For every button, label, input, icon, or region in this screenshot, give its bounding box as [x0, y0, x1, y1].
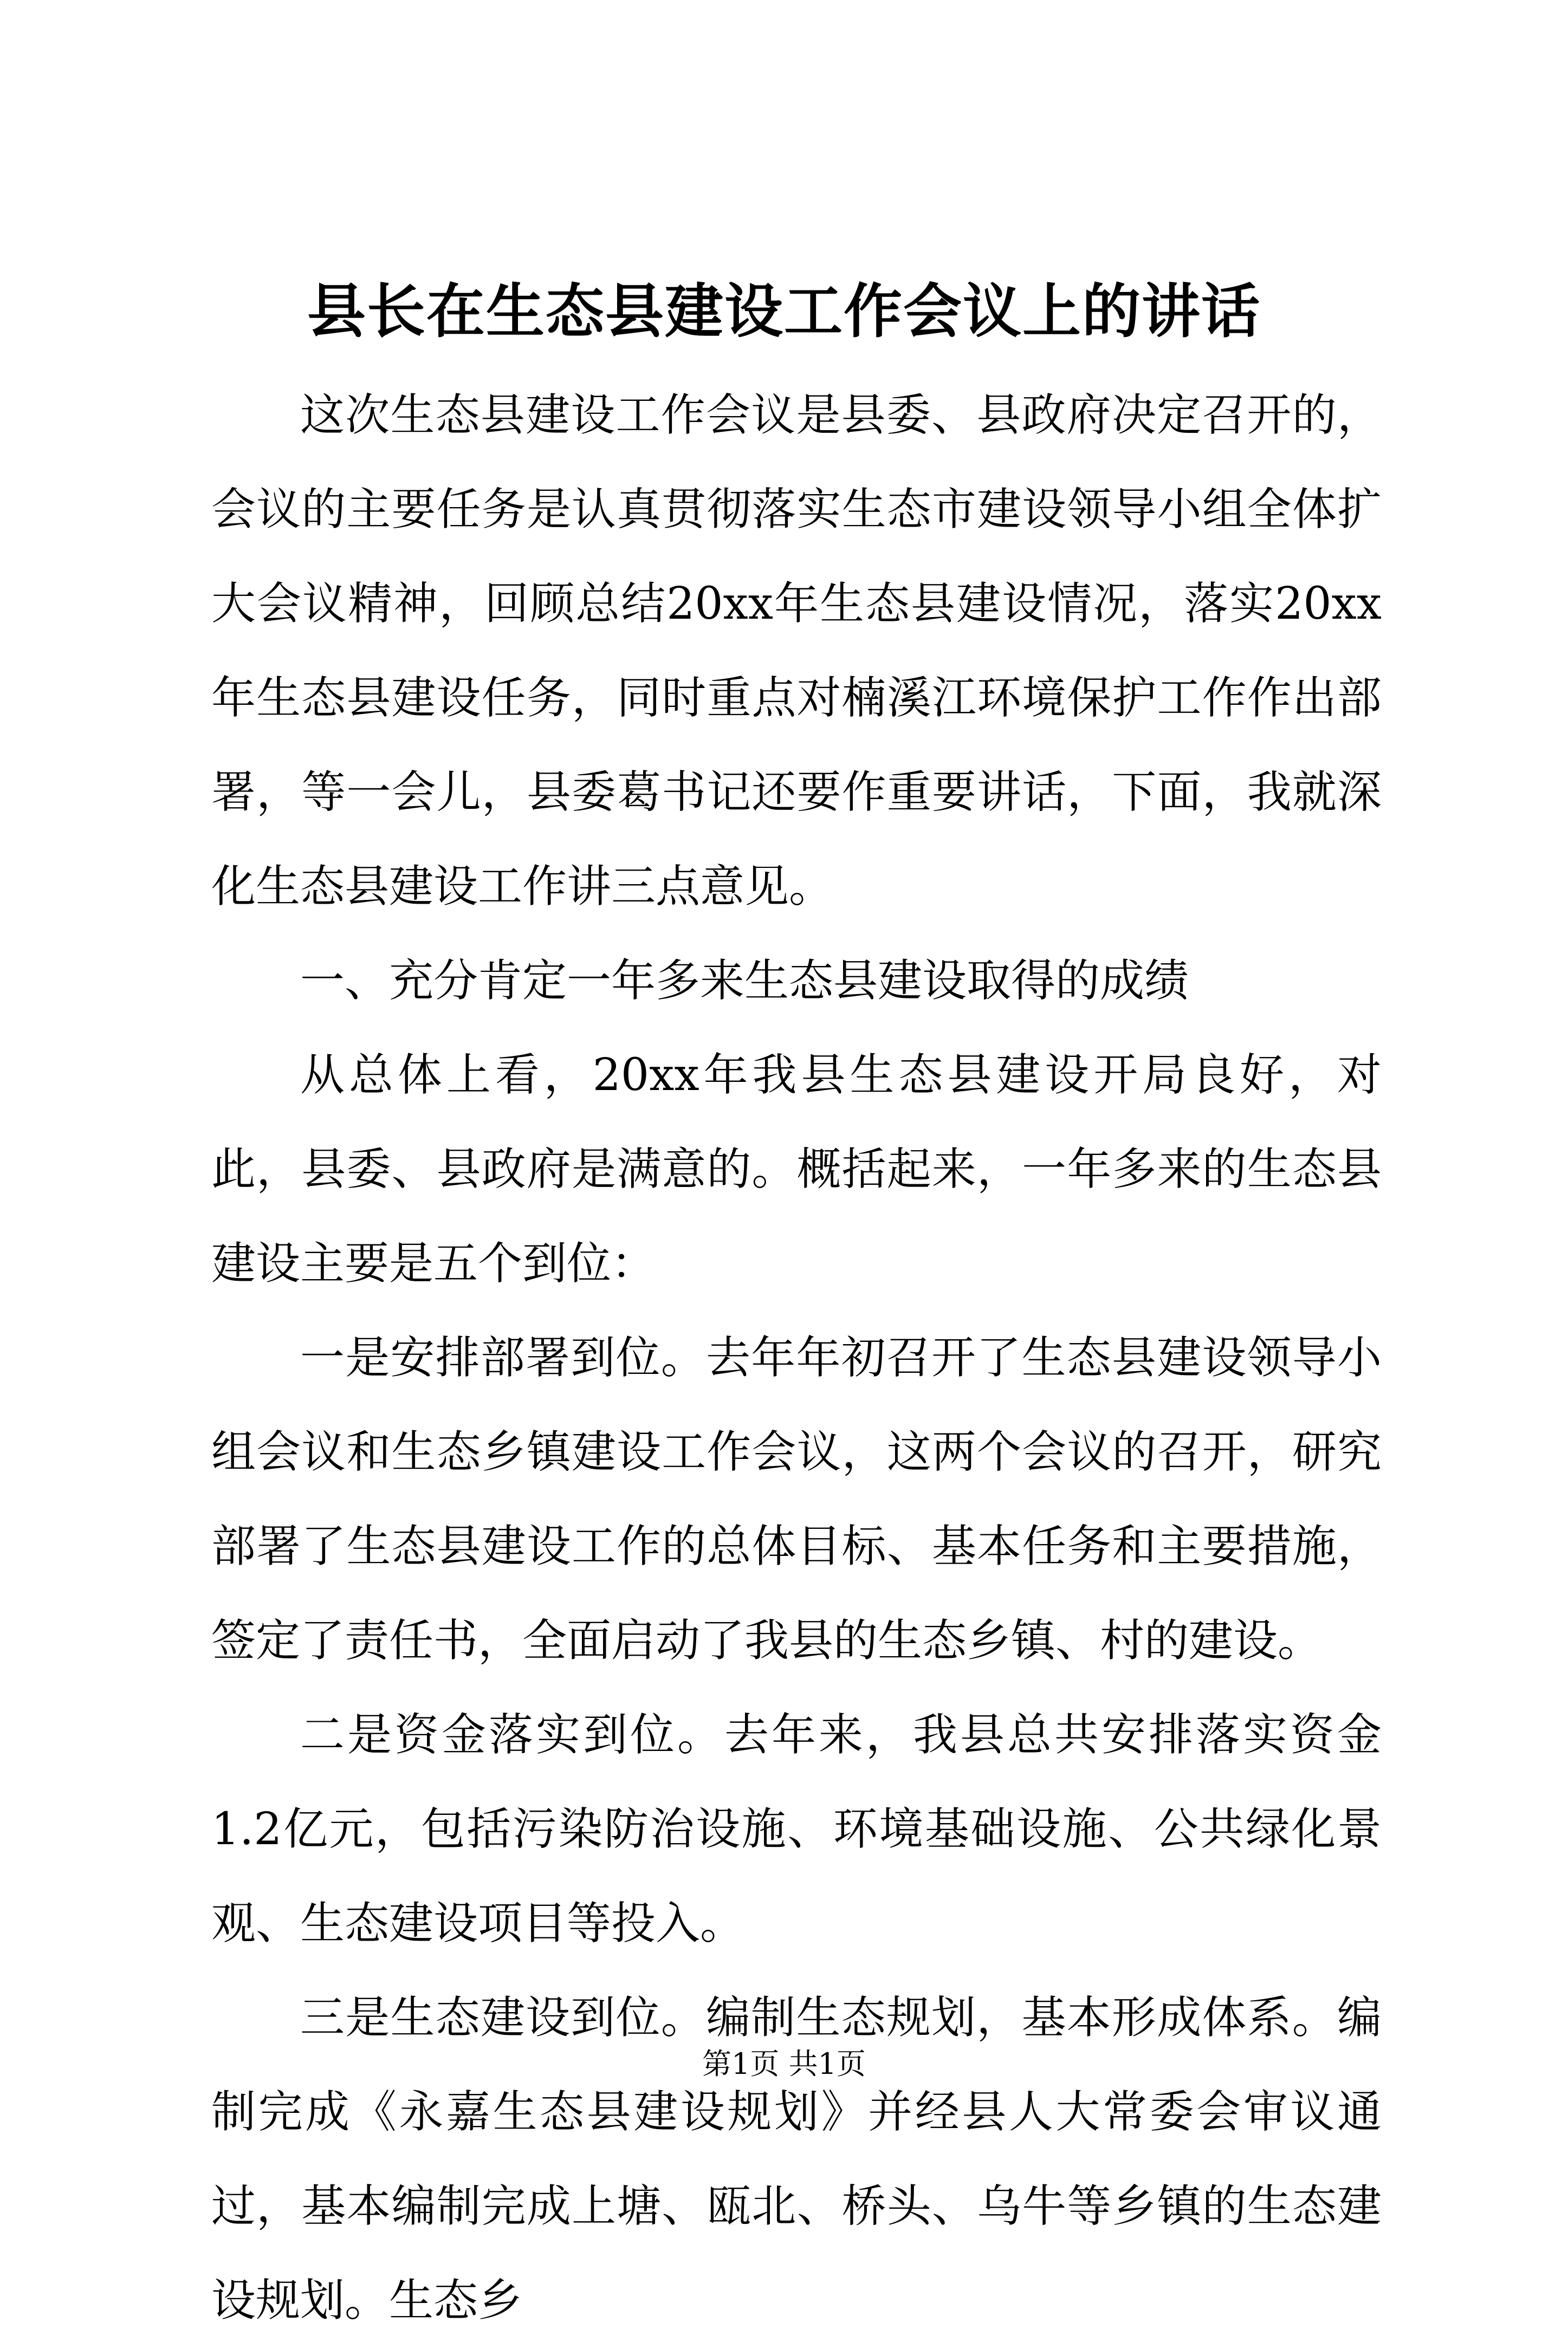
- section-heading-1: 一、充分肯定一年多来生态县建设取得的成绩: [300, 955, 1189, 1007]
- paragraph-point-2: 二是资金落实到位。去年来，我县总共安排落实资金1.2亿元，包括污染防治设施、环境基础设施、公共绿化景观、生态建设项目等投入。: [211, 1709, 1382, 1949]
- paragraph-point-3: 三是生态建设到位。编制生态规划，基本形成体系。编制完成《永嘉生态县建设规划》并经县人大常委会审议通过，基本编制完成上塘、瓯北、桥头、乌牛等乡镇的生态建设规划。生态乡: [211, 1992, 1382, 2326]
- paragraph-point-1: 一是安排部署到位。去年年初召开了生态县建设领导小组会议和生态乡镇建设工作会议，这两个会议的召开，研究部署了生态县建设工作的总体目标、基本任务和主要措施，签定了责任书，全面启动了我县的生态乡镇、村的建设。: [211, 1332, 1382, 1666]
- document-title: 县长在生态县建设工作会议上的讲话: [307, 277, 1261, 346]
- page-footer: 第1页 共1页: [702, 2047, 866, 2081]
- paragraph-overview: 从总体上看，20xx年我县生态县建设开局良好，对此，县委、县政府是满意的。概括起来，一年多来的生态县建设主要是五个到位：: [211, 1049, 1382, 1289]
- paragraph-intro: 这次生态县建设工作会议是县委、县政府决定召开的，会议的主要任务是认真贯彻落实生态市建设领导小组全体扩大会议精神，回顾总结20xx年生态县建设情况，落实20xx年生态县建设任务，同时重点对楠溪江环境保护工作作出部署，等一会儿，县委葛书记还要作重要讲话，下面，我就深化生态县建设工作讲三点意见。: [211, 390, 1382, 912]
